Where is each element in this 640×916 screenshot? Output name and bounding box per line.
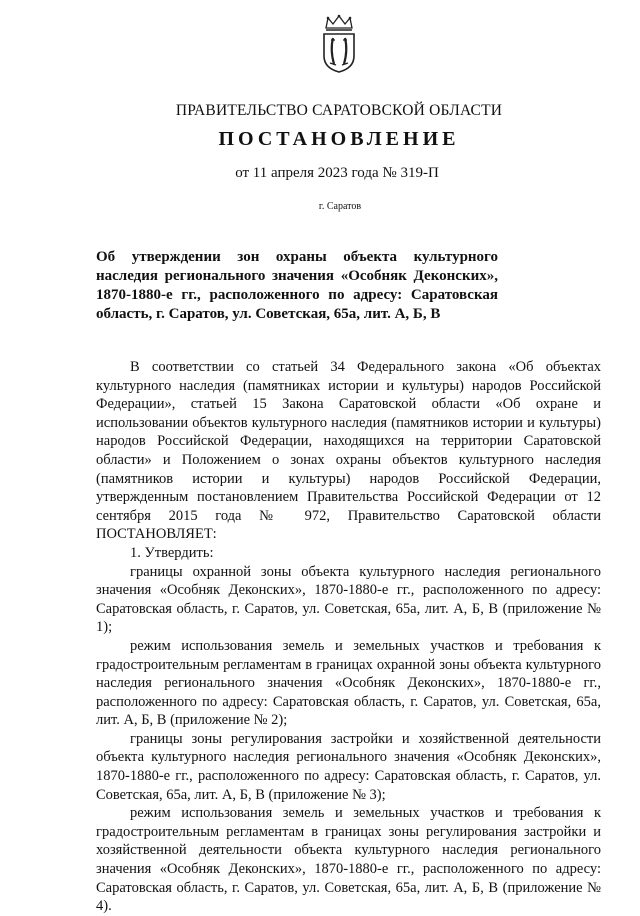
government-name: ПРАВИТЕЛЬСТВО САРАТОВСКОЙ ОБЛАСТИ xyxy=(175,102,503,119)
preamble-paragraph: В соответствии со статьей 34 Федерального закона «Об объектах культурного наследия (памятниках истории и культуры) народов Российской Федерации», статьей 15 Закона Саратовской области «Об охране и использовании объектов культурного наследия (памятников истории и культуры) народов Российской Федерации, находящихся на территории Саратовской области» и Положением о зонах охраны объектов культурного наследия (памятников истории и культуры) народов Российской Федерации, утвержденным постановлением Правительства Российской Федерации от 12 сентября 2015 года № 972, Правительство Саратовской области ПОСТАНОВЛЯЕТ: xyxy=(96,359,601,543)
paragraph-appendix-3: границы зоны регулирования застройки и хозяйственной деятельности объекта культурного наследия регионального значения «Особняк Деконских», 1870-1880-е гг., расположенного по адресу: Саратовская область, г. Саратов, ул. Советская, 65а, лит. А, Б, В (приложение № 3); xyxy=(96,730,601,803)
date-number-line: от 11 апреля 2023 года № 319-П xyxy=(235,165,439,181)
document-body xyxy=(96,358,601,916)
document-title: Об утверждении зон охраны объекта культурного наследия регионального значения «Особняк Деконских», 1870-1880-е гг., расположенного по адресу: Саратовская область, г. Саратов, ул. Советская, 65а, лит. А, Б, В xyxy=(96,249,498,322)
paragraph-appendix-2: режим использования земель и земельных участков и требования к градостроительным регламентам в границах охранной зоны объекта культурного наследия регионального значения «Особняк Деконских», 1870-1880-е гг., расположенного по адресу: Саратовская область, г. Саратов, ул. Советская, 65а, лит. А, Б, В (приложение № 2); xyxy=(96,637,601,729)
paragraph-appendix-1: границы охранной зоны объекта культурного наследия регионального значения «Особняк Деконских», 1870-1880-е гг., расположенного по адресу: Саратовская область, г. Саратов, ул. Советская, 65а, лит. А, Б, В (приложение № 1); xyxy=(96,563,601,636)
city-name: г. Саратов xyxy=(318,201,362,212)
paragraph-appendix-4: режим использования земель и земельных участков и требования к градостроительным регламентам в границах зоны регулирования застройки и хозяйственной деятельности объекта культурного наследия регионального значения «Особняк Деконских», 1870-1880-е гг., расположенного по адресу: Саратовская область, г. Саратов, ул. Советская, 65а, лит. А, Б, В (приложение № 4). xyxy=(96,805,601,915)
coat-of-arms-icon xyxy=(318,14,360,74)
item-1-heading: 1. Утвердить: xyxy=(130,544,214,561)
document-type: ПОСТАНОВЛЕНИЕ xyxy=(218,128,460,150)
